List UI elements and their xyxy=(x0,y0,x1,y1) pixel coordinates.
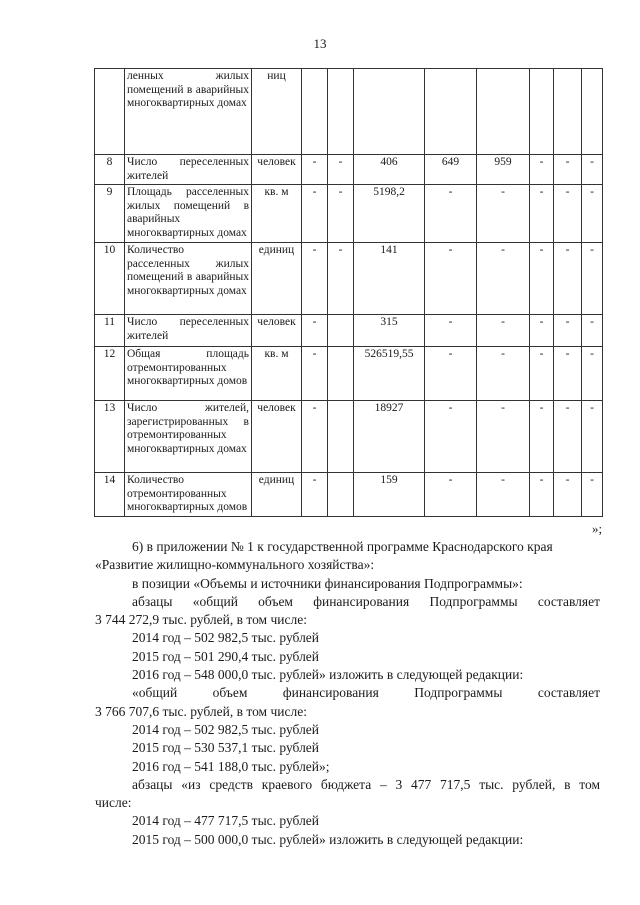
value-cell: - xyxy=(582,347,603,401)
value-cell: - xyxy=(582,401,603,473)
old-total-line-1: абзацы «общий объем финансирования Подпрограммы составляет xyxy=(132,593,600,609)
value-cell: - xyxy=(530,347,554,401)
value-cell: - xyxy=(530,315,554,347)
regional-budget-line-2: числе: xyxy=(95,795,132,811)
closing-quote: »; xyxy=(592,521,603,536)
old-year-2016: 2016 год – 548 000,0 тыс. рублей» изложить в следующей редакции: xyxy=(132,667,524,683)
value-cell: - xyxy=(425,185,477,243)
unit-cell: человек xyxy=(252,401,302,473)
value-cell xyxy=(302,69,328,155)
value-cell: 959 xyxy=(477,155,530,185)
value-cell: 141 xyxy=(354,243,425,315)
row-number: 11 xyxy=(95,315,125,347)
row-number: 10 xyxy=(95,243,125,315)
row-number: 14 xyxy=(95,473,125,517)
table-row xyxy=(95,315,603,347)
value-cell: - xyxy=(530,243,554,315)
regional-year-2015: 2015 год – 500 000,0 тыс. рублей» изложить в следующей редакции: xyxy=(132,831,524,847)
value-cell: - xyxy=(477,185,530,243)
value-cell xyxy=(582,69,603,155)
paragraph-6-line-2: «Развитие жилищно-коммунального хозяйства»: xyxy=(95,557,375,573)
indicator-name: Площадь расселенных жилых помещений в аварийных многоквартирных домах xyxy=(125,185,252,243)
value-cell: - xyxy=(530,401,554,473)
indicator-name: Общая площадь отремонтированных многоквартирных домов xyxy=(125,347,252,401)
row-number: 12 xyxy=(95,347,125,401)
value-cell xyxy=(554,69,582,155)
table-row xyxy=(95,401,603,473)
value-cell: - xyxy=(530,473,554,517)
amendment-text xyxy=(95,538,600,849)
value-cell: 18927 xyxy=(354,401,425,473)
table-row xyxy=(95,473,603,517)
value-cell: - xyxy=(582,473,603,517)
value-cell: - xyxy=(554,347,582,401)
value-cell xyxy=(328,401,354,473)
value-cell: - xyxy=(302,243,328,315)
value-cell: 159 xyxy=(354,473,425,517)
value-cell: - xyxy=(302,401,328,473)
unit-cell: человек xyxy=(252,315,302,347)
value-cell: - xyxy=(302,473,328,517)
indicator-name: Количество отремонтированных многоквартирных домов xyxy=(125,473,252,517)
value-cell: - xyxy=(477,347,530,401)
table-row xyxy=(95,243,603,315)
value-cell xyxy=(530,69,554,155)
value-cell: - xyxy=(530,185,554,243)
table-row xyxy=(95,185,603,243)
indicator-name: Число переселенных жителей xyxy=(125,155,252,185)
value-cell: 406 xyxy=(354,155,425,185)
row-number: 8 xyxy=(95,155,125,185)
value-cell: - xyxy=(554,185,582,243)
regional-budget-line-1: абзацы «из средств краевого бюджета – 3 477 717,5 тыс. рублей, в том xyxy=(132,776,600,792)
unit-cell: ниц xyxy=(252,69,302,155)
value-cell: - xyxy=(554,401,582,473)
page-number: 13 xyxy=(313,36,327,51)
value-cell: - xyxy=(328,155,354,185)
value-cell: - xyxy=(425,315,477,347)
old-year-2014: 2014 год – 502 982,5 тыс. рублей xyxy=(132,630,320,646)
unit-cell: человек xyxy=(252,155,302,185)
value-cell: - xyxy=(302,315,328,347)
value-cell: 315 xyxy=(354,315,425,347)
value-cell: - xyxy=(425,243,477,315)
old-total-line-2: 3 744 272,9 тыс. рублей, в том числе: xyxy=(95,612,307,628)
value-cell: 649 xyxy=(425,155,477,185)
value-cell: - xyxy=(302,155,328,185)
row-number: 13 xyxy=(95,401,125,473)
indicator-name: Число переселенных жителей xyxy=(125,315,252,347)
value-cell: - xyxy=(477,315,530,347)
indicator-name: ленных жилых помещений в аварийных многоквартирных домах xyxy=(125,69,252,155)
old-year-2015: 2015 год – 501 290,4 тыс. рублей xyxy=(132,648,320,664)
value-cell: - xyxy=(477,243,530,315)
value-cell xyxy=(328,347,354,401)
value-cell: - xyxy=(328,243,354,315)
table-row xyxy=(95,69,603,155)
new-total-line-1: «общий объем финансирования Подпрограммы составляет xyxy=(132,685,600,701)
indicators-table xyxy=(94,68,603,517)
value-cell xyxy=(477,69,530,155)
unit-cell: кв. м xyxy=(252,347,302,401)
table-row xyxy=(95,347,603,401)
value-cell xyxy=(328,69,354,155)
value-cell: - xyxy=(554,155,582,185)
value-cell: - xyxy=(425,473,477,517)
value-cell: - xyxy=(554,315,582,347)
value-cell: - xyxy=(425,401,477,473)
value-cell: 526519,55 xyxy=(354,347,425,401)
value-cell: - xyxy=(477,401,530,473)
value-cell: - xyxy=(554,243,582,315)
indicator-name: Количество расселенных жилых помещений в аварийных многоквартирных домах xyxy=(125,243,252,315)
row-number xyxy=(95,69,125,155)
value-cell: - xyxy=(554,473,582,517)
value-cell xyxy=(354,69,425,155)
value-cell: - xyxy=(302,185,328,243)
value-cell: - xyxy=(582,243,603,315)
value-cell xyxy=(328,315,354,347)
value-cell: - xyxy=(582,185,603,243)
new-year-2016: 2016 год – 541 188,0 тыс. рублей»; xyxy=(132,758,330,774)
new-year-2015: 2015 год – 530 537,1 тыс. рублей xyxy=(132,740,320,756)
value-cell: - xyxy=(425,347,477,401)
row-number: 9 xyxy=(95,185,125,243)
value-cell: 5198,2 xyxy=(354,185,425,243)
value-cell: - xyxy=(582,155,603,185)
value-cell xyxy=(425,69,477,155)
indicator-name: Число жителей, зарегистрированных в отремонтированных многоквартирных домах xyxy=(125,401,252,473)
regional-year-2014: 2014 год – 477 717,5 тыс. рублей xyxy=(132,813,320,829)
new-total-line-2: 3 766 707,6 тыс. рублей, в том числе: xyxy=(95,703,307,719)
table-row xyxy=(95,155,603,185)
position-heading: в позиции «Объемы и источники финансирования Подпрограммы»: xyxy=(132,575,523,591)
value-cell: - xyxy=(477,473,530,517)
value-cell: - xyxy=(302,347,328,401)
value-cell: - xyxy=(530,155,554,185)
unit-cell: кв. м xyxy=(252,185,302,243)
value-cell: - xyxy=(328,185,354,243)
value-cell xyxy=(328,473,354,517)
unit-cell: единиц xyxy=(252,473,302,517)
value-cell: - xyxy=(582,315,603,347)
new-year-2014: 2014 год – 502 982,5 тыс. рублей xyxy=(132,721,320,737)
paragraph-6-line-1: 6) в приложении № 1 к государственной программе Краснодарского края xyxy=(132,539,553,554)
unit-cell: единиц xyxy=(252,243,302,315)
